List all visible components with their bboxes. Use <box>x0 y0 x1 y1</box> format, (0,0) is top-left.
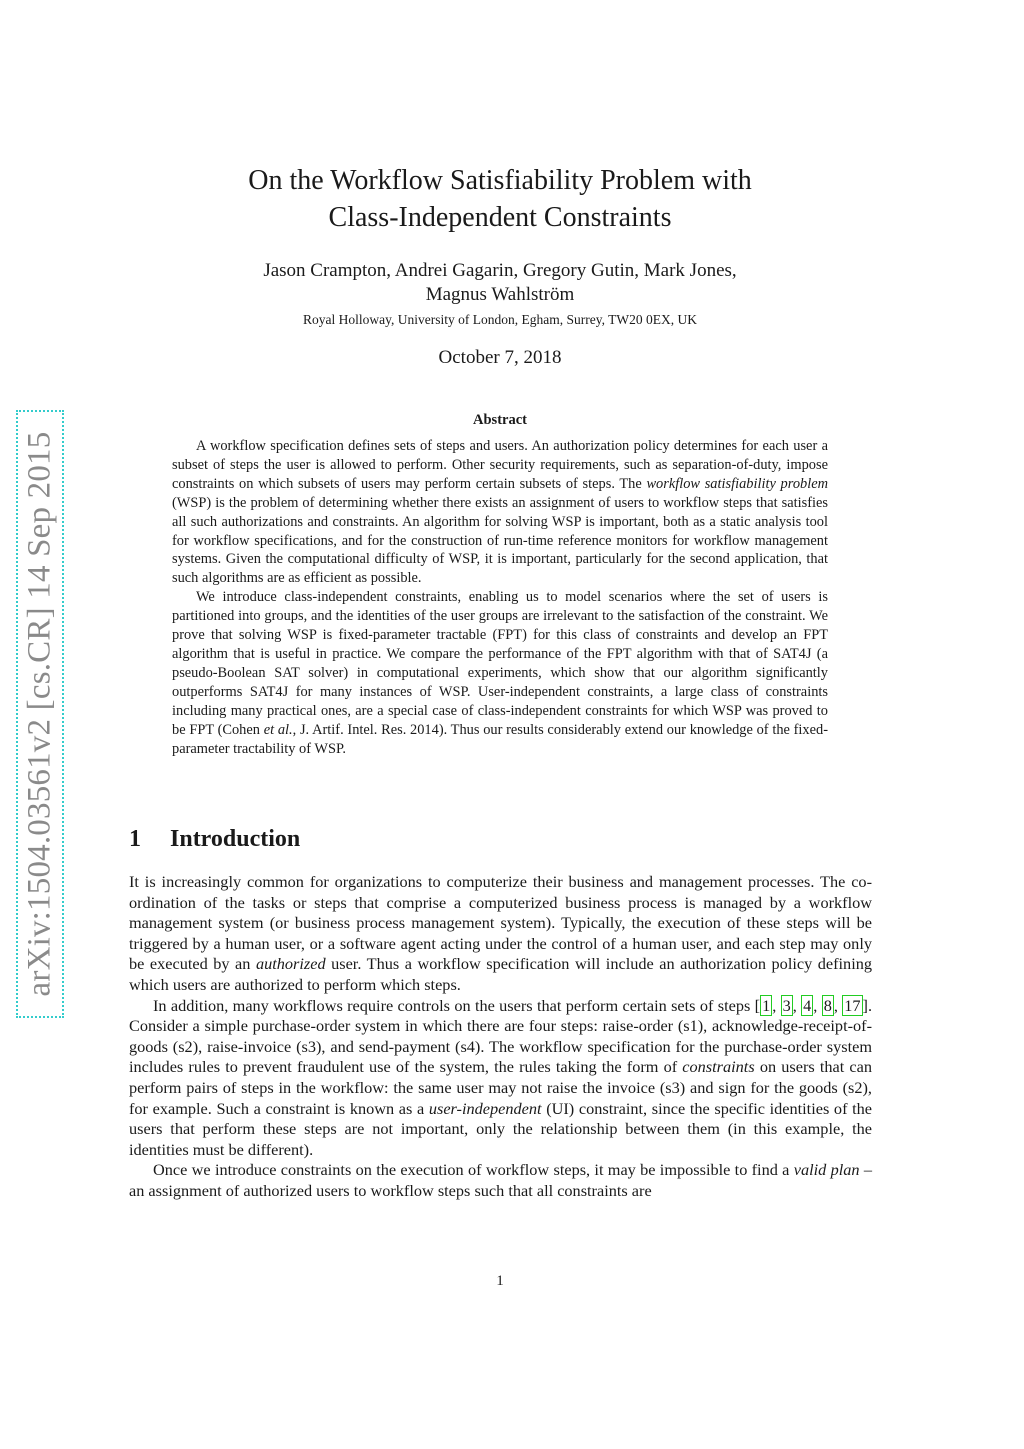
body-text: ]. Consider a simple purchase-order system in which there are four steps: raise-order (s1), acknowledge-receipt-of-goods (s2), raise-invoice (s3), and send-payment (s4). The workflow specification for the purchase-order system includes rules to prevent fraudulent use of the system, the rules taking the form of <box>129 995 873 1077</box>
body-emphasis: user-independent <box>428 1098 542 1118</box>
author-list <box>150 259 850 307</box>
abstract-body <box>172 437 828 758</box>
paper-title <box>150 162 850 236</box>
citation-link[interactable]: 4 <box>803 995 812 1015</box>
citation-link[interactable]: 17 <box>844 995 861 1015</box>
body-emphasis: constraints <box>682 1057 755 1077</box>
introduction-body <box>129 872 872 1202</box>
abstract-text: , J. Artif. Intel. Res. 2014). Thus our results considerably extend our knowledge of the fixed-parameter tractability of WSP. <box>172 721 828 757</box>
abstract-text: (WSP) is the problem of determining whether there exists an assignment of users to workflow steps that satisfies all such authorizations and constraints. An algorithm for solving WSP is important, both as a static analysis tool for workflow specifications, and for the construction of run-time reference monitors for workflow management systems. Given the computational difficulty of WSP, it is important, particularly for the second application, that such algorithms are as efficient as possible. <box>172 494 828 587</box>
arxiv-identifier-stamp[interactable] <box>16 410 64 1018</box>
body-text: In addition, many workflows require controls on the users that perform certain sets of steps [ <box>153 995 761 1015</box>
body-text: – an assignment of authorized users to workflow steps such that all constraints are <box>129 1160 872 1200</box>
body-text: (UI) constraint, since the specific identities of the users that perform these steps are not important, only the relationship between them (in this example, the identities must be different). <box>129 1098 873 1159</box>
title-line-2: Class-Independent Constraints <box>328 202 672 233</box>
body-paragraph <box>129 872 872 996</box>
body-text: It is increasingly common for organizations to computerize their business and management processes. The co-ordination of the tasks or steps that comprise a computerized business process is managed by a workflow management system (or business process management system). Typically, the execution of these steps will be triggered by a human user, or a software agent acting under the control of a human user, and each step may only be executed by an <box>129 872 872 974</box>
authors-line-1: Jason Crampton, Andrei Gagarin, Gregory Gutin, Mark Jones, <box>263 260 737 281</box>
abstract-emphasis: workflow satisfiability problem <box>646 475 828 492</box>
body-emphasis: authorized <box>255 954 326 974</box>
body-emphasis: valid plan <box>793 1160 860 1180</box>
abstract-paragraph <box>172 437 828 588</box>
paper-date: October 7, 2018 <box>438 347 562 368</box>
title-line-1: On the Workflow Satisfiability Problem with <box>248 165 752 196</box>
citation-link[interactable]: 8 <box>823 995 832 1015</box>
body-paragraph <box>129 1160 872 1201</box>
body-text: Once we introduce constraints on the execution of workflow steps, it may be impossible to find a <box>153 1160 794 1180</box>
abstract-text: We introduce class-independent constraints, enabling us to model scenarios where the set of users is partitioned into groups, and the identities of the user groups are irrelevant to the satisfaction of the constraint. We prove that solving WSP is fixed-parameter tractable (FPT) for this class of constraints and develop an FPT algorithm that is useful in practice. We compare the performance of the FPT algorithm with that of SAT4J (a pseudo-Boolean SAT solver) in computational experiments, which show that our algorithm significantly outperforms SAT4J for many instances of WSP. User-independent constraints, a large class of constraints including many practical ones, are a special case of class-independent constraints for which WSP was proved to be FPT (Cohen <box>172 589 828 738</box>
body-text: on users that can perform pairs of steps in the workflow: the same user may not raise the invoice (s3) and sign for the goods (s2), for example. Such a constraint is known as a <box>129 1057 873 1118</box>
section-title: Introduction <box>170 826 301 852</box>
section-number: 1 <box>129 826 141 852</box>
page-number: 1 <box>496 1273 504 1289</box>
section-heading-introduction <box>129 826 300 853</box>
body-text: user. Thus a workflow specification will include an authorization policy defining which users are authorized to perform which steps. <box>129 954 873 994</box>
abstract-text: A workflow specification defines sets of steps and users. An authorization policy determines for each user a subset of steps the user is allowed to perform. Other security requirements, such as separation-of-duty, impose constraints on which subsets of users may perform certain subsets of steps. The <box>172 438 828 492</box>
abstract-emphasis: et al. <box>263 721 293 738</box>
authors-line-2: Magnus Wahlström <box>425 284 575 305</box>
citation-link[interactable]: 1 <box>762 995 771 1015</box>
affiliation: Royal Holloway, University of London, Egham, Surrey, TW20 0EX, UK <box>303 312 697 327</box>
abstract-heading: Abstract <box>473 412 527 428</box>
arxiv-identifier-text: arXiv:1504.03561v2 [cs.CR] 14 Sep 2015 <box>21 431 58 997</box>
body-paragraph: In addition, many workflows require controls on the users that perform certain sets of steps [ 1 , 3 , 4 , 8 , 17 ]. Consider a simple purchase-order system in which there are four steps: raise-order (s1), acknowledge-receipt-of-goods (s2), raise-invoice (s3), and send-payment (s4). The workflow specification for the purchase-order system includes rules to prevent fraudulent use of the system, the rules taking the form of constraints on users that can perform pairs of steps in the workflow: the same user may not raise the invoice (s3) and sign for the goods (s2), for example. Such a constraint is known as a user-independent (UI) constraint, since the specific identities of the users that perform these steps are not important, only the relationship between them (in this example, the identities must be different). <box>129 995 873 1159</box>
citation-link[interactable]: 3 <box>782 995 791 1015</box>
abstract-paragraph <box>172 588 828 758</box>
